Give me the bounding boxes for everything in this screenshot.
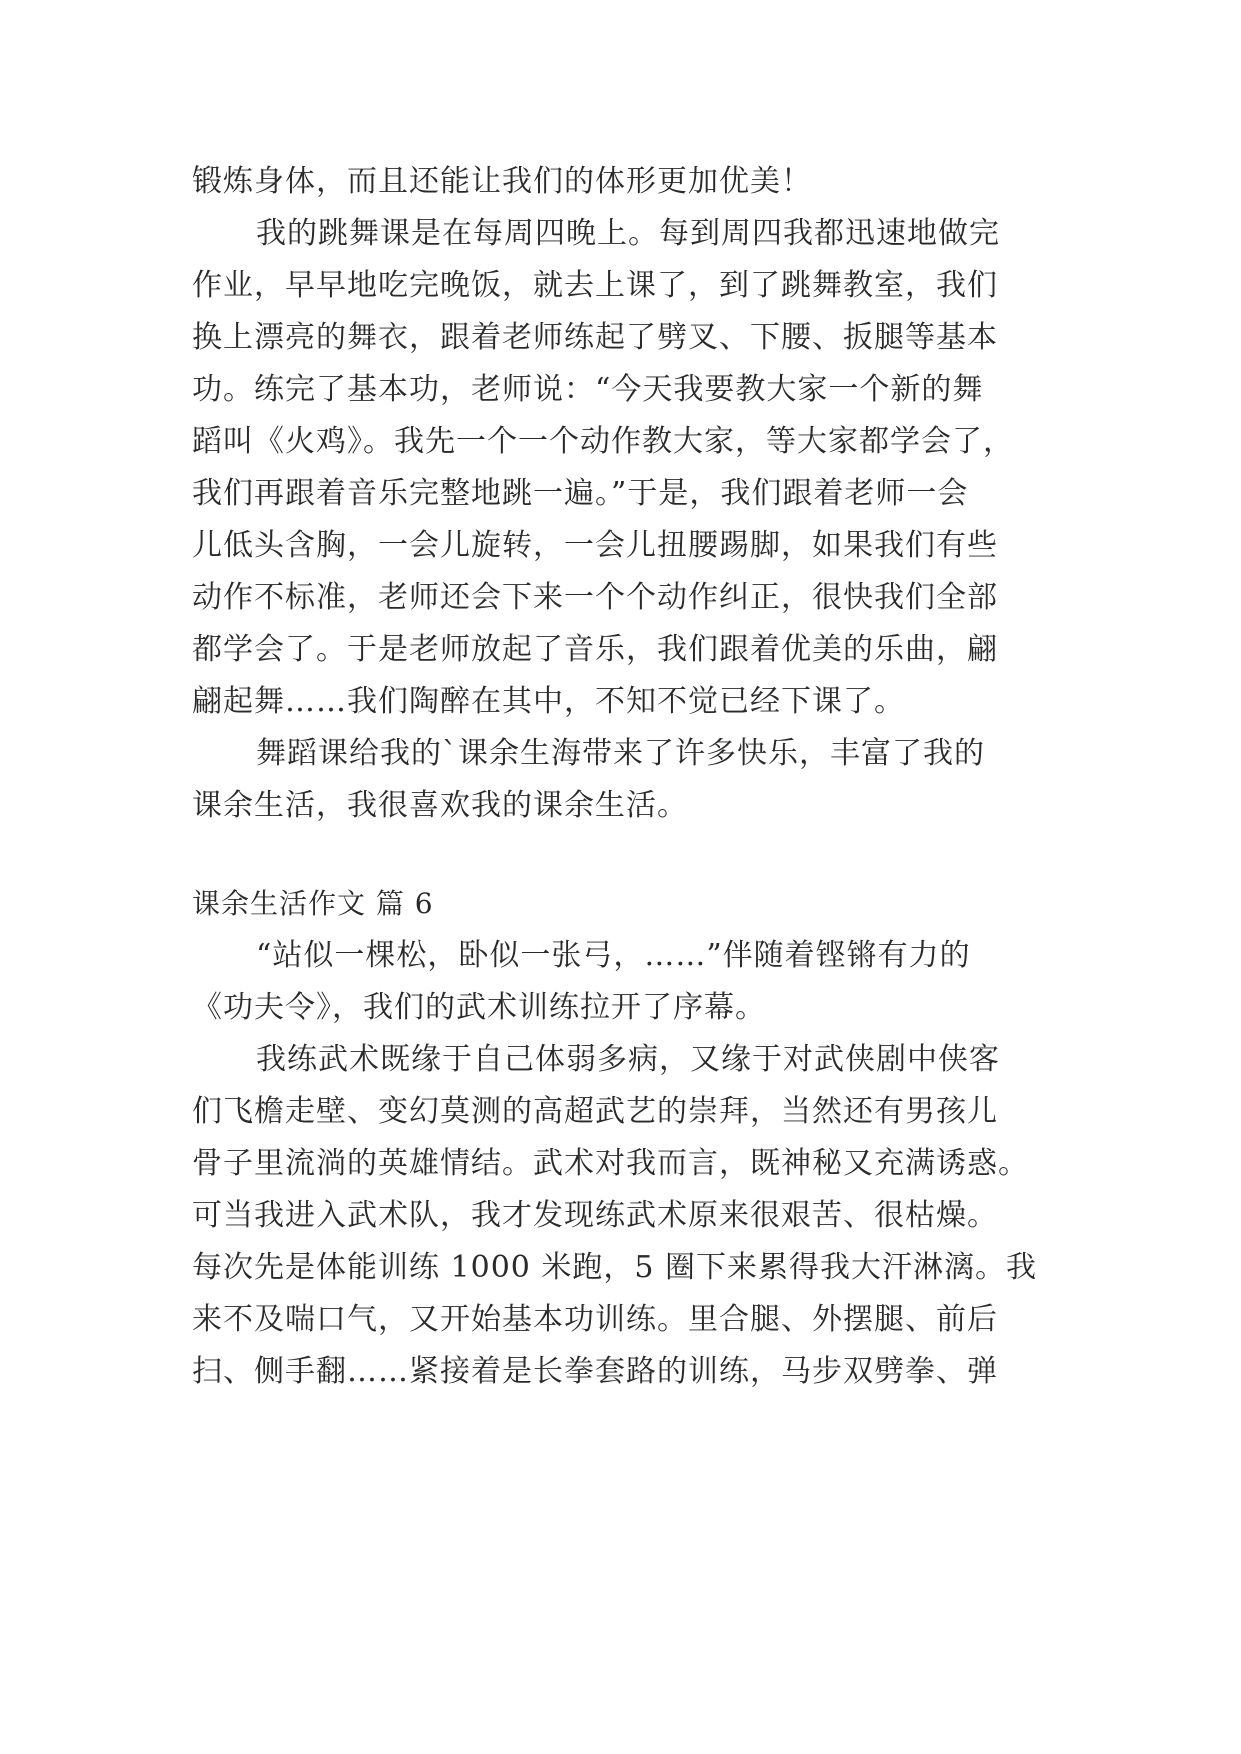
paragraph-line: 们飞檐走壁、变幻莫测的高超武艺的崇拜，当然还有男孩儿 xyxy=(192,1094,998,1129)
paragraph-line: 作业，早早地吃完晚饭，就去上课了，到了跳舞教室，我们 xyxy=(192,268,998,303)
paragraph-line: 锻炼身体，而且还能让我们的体形更加优美！ xyxy=(192,164,812,199)
paragraph-line: 儿低头含胸，一会儿旋转，一会儿扭腰踢脚，如果我们有些 xyxy=(192,528,998,563)
paragraph-line: “站似一棵松，卧似一张弓，……”伴随着铿锵有力的 xyxy=(256,938,971,973)
paragraph-line: 我练武术既缘于自己体弱多病，又缘于对武侠剧中侠客 xyxy=(256,1042,1000,1077)
paragraph-line: 都学会了。于是老师放起了音乐，我们跟着优美的乐曲，翩 xyxy=(192,632,998,667)
paragraph-line: 骨子里流淌的英雄情结。武术对我而言，既神秘又充满诱惑。 xyxy=(192,1146,1029,1181)
paragraph-line: 我们再跟着音乐完整地跳一遍。”于是，我们跟着老师一会 xyxy=(192,476,969,511)
paragraph-line: 课余生活，我很喜欢我的课余生活。 xyxy=(192,788,688,823)
paragraph-line: 蹈叫《火鸡》。我先一个一个动作教大家，等大家都学会了， xyxy=(192,424,1014,459)
paragraph-line: 我的跳舞课是在每周四晚上。每到周四我都迅速地做完 xyxy=(256,216,1000,251)
paragraph-line: 舞蹈课给我的`课余生海带来了许多快乐，丰富了我的 xyxy=(256,736,985,771)
paragraph-line: 每次先是体能训练 1000 米跑，5 圈下来累得我大汗淋漓。我 xyxy=(192,1250,1038,1285)
section-heading: 课余生活作文 篇 6 xyxy=(192,887,434,920)
paragraph-line: 《功夫令》，我们的武术训练拉开了序幕。 xyxy=(192,990,766,1025)
paragraph-line: 翩起舞……我们陶醉在其中，不知不觉已经下课了。 xyxy=(192,684,905,719)
paragraph-line: 可当我进入武术队，我才发现练武术原来很艰苦、很枯燥。 xyxy=(192,1198,998,1233)
paragraph-line: 动作不标准，老师还会下来一个个动作纠正，很快我们全部 xyxy=(192,580,998,615)
paragraph-line: 来不及喘口气，又开始基本功训练。里合腿、外摆腿、前后 xyxy=(192,1302,998,1337)
paragraph-line: 换上漂亮的舞衣，跟着老师练起了劈叉、下腰、扳腿等基本 xyxy=(192,320,998,355)
paragraph-line: 功。练完了基本功，老师说：“今天我要教大家一个新的舞 xyxy=(192,372,984,407)
paragraph-line: 扫、侧手翻……紧接着是长拳套路的训练，马步双劈拳、弹 xyxy=(192,1354,998,1389)
